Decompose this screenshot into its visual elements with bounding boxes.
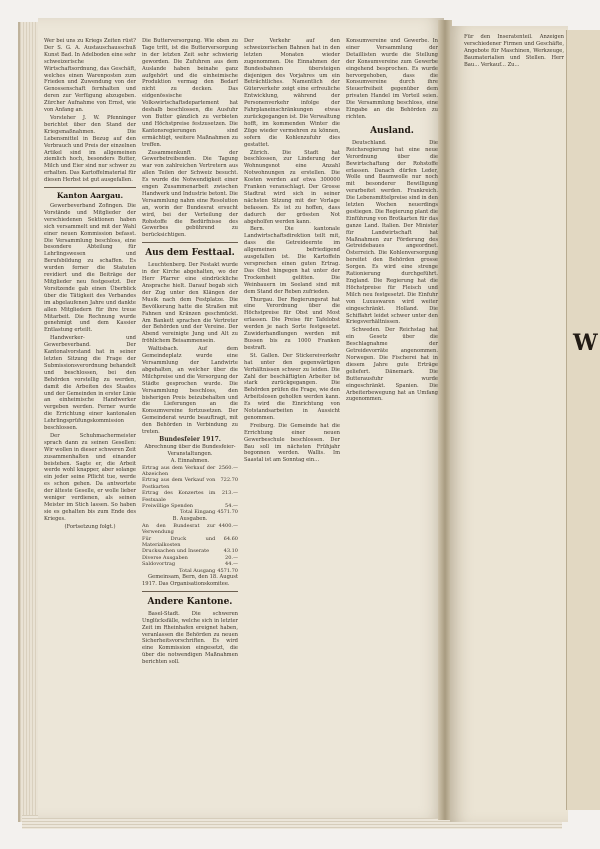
column-3: [244, 38, 340, 818]
column-4: [346, 38, 438, 818]
heading-kanton-aargau: Kanton Aargau.: [56, 191, 124, 201]
column-2: [142, 38, 238, 818]
far-right-page: [566, 30, 600, 810]
col3-text-e: St. Gallen. Der Stickereiverkehr hat unter den gegenwärtigen Verhältnissen schwer zu leiden. Die Zahl der beschäftigten Arbeiter ist stark zurückgegangen. Die Behörden prüfen die Frage, wie den Arbeitslosen geholfen werden kann. Es wird die Einrichtung von Notstandsarbeiten in Aussicht genommen.: [244, 352, 340, 421]
table-row: Für Druck und Materialkosten 64.60: [142, 535, 238, 548]
col3-text-f: Freiburg. Die Gemeinde hat die Errichtung einer neuen Gewerbeschule beschlossen. Der Bau soll im nächsten Frühjahr begonnen werden. Wallis. Im Saastal ist am Sonntag ein...: [244, 422, 340, 464]
andere-kantone-text: Basel-Stadt. Die schweren Unglücksfälle, welche sich in letzter Zeit im Rheinhafen ereignet haben, veranlassen die Behörden zu neuen Sicherheitsvorschriften. Es wird eine Kommission eingesetzt, die über die notwendigen Maßnahmen berichten soll.: [142, 610, 238, 666]
book-page-edges: [18, 22, 40, 822]
col1-top-text: Wer bei uns zu Kriegs Zeiten rüst? Der S. G. A. Austauschausschuß Kunst Bad. In Adelboden eine sehr schweizerische Wirtschaftsordnung, das Geschäft, welches einen Warenposten zum Frieden und Zuwendung von der Genossenschaft fernhalten und deren zur Verfügung abzugeben. Zürcher Aufnahme von Ernst, wie von Anfang an.: [44, 38, 136, 114]
ad-letter: W: [573, 330, 598, 356]
divider: [142, 591, 238, 592]
table-row: Freiwillige Spenden 54.—: [142, 503, 238, 509]
story-text: Der Schuhmachermeister sprach dann zu seinen Gesellen: Wir wollen in dieser schweren Zeit zusammenhalten und einander beistehen. Sagte er, die Arbeit werde wohl knapper, aber solange ein jeder seine Pflicht tue, werde es schon gehen. Da antwortete der älteste Geselle, er wolle lieber weniger verdienen, als seinen Meister im Stich lassen. So haben sie es gehalten bis zum Ende des Krieges.: [44, 432, 136, 522]
col3-text-b: Zürich. Die Stadt hat beschlossen, zur Linderung der Wohnungsnot eine Anzahl Notwohnungen zu erstellen. Die Kosten werden auf etwa 300000 Franken veranschlagt. Der Grosse Stadtrat wird sich in seiner nächsten Sitzung mit der Vorlage befassen. Es ist zu hoffen, dass dadurch der grössten Not abgeholfen werden kann.: [244, 149, 340, 225]
table-subtitle: Abrechnung über die Bundesfeier-Veranstaltungen.: [144, 443, 236, 457]
column-1: [44, 38, 136, 818]
divider: [44, 187, 136, 188]
kanton-aargau-text: Gewerbeverband Zofingen. Die Vorstände und Mitglieder der verschiedenen Sektionen haben sich versammelt und mit der Wahl einer neuen Kommission befasst. Die Versammlung beschloss, eine besondere Abteilung für Lehrlingswesen und Berufsbildung zu schaffen. Es wurden ferner die Statuten revidiert und die Beiträge der Mitglieder neu festgesetzt. Der Vorsitzende gab einen Überblick über die Tätigkeit des Verbandes im abgelaufenen Jahre und dankte allen Mitgliedern für ihre treue Mitarbeit. Die Rechnung wurde genehmigt und dem Kassier Entlastung erteilt.: [44, 203, 136, 334]
table-row: Diverse Ausgaben 20.—: [142, 554, 238, 561]
continuation-note: (Fortsetzung folgt.): [64, 523, 116, 530]
table-total: Total Eingang 4571.70: [180, 509, 238, 516]
col3-top-text: Der Verkehr auf den schweizerischen Bahnen hat in den letzten Monaten wieder zugenommen. Die Einnahmen der Bundesbahnen übersteigen diejenigen des Vorjahres um ein Beträchtliches. Namentlich der Güterverkehr zeigt eine erfreuliche Entwicklung, während der Personenverkehr infolge der Fahrplaneinschränkungen etwas zurückgegangen ist. Die Verwaltung hofft, im kommenden Winter die Züge wieder vermehren zu können, sofern die Kohlenzufuhr dies gestattet.: [244, 38, 340, 148]
heading-andere-kantone: Andere Kantone.: [147, 596, 233, 607]
table-total: Total Ausgang 4571.70: [179, 567, 238, 574]
einnahmen-table: [142, 465, 238, 516]
heading-ausland: Ausland.: [370, 125, 414, 136]
bericht-text: Waltisbach. Auf dem Gemeindeplatz wurde eine Versammlung der Landwirte abgehalten, an welcher über die Milchpreise und die Versorgung der Städte gesprochen wurde. Die Versammlung beschloss, den bisherigen Preis beizubehalten und die Lieferungen an die Konsumvereine fortzusetzen. Der Gemeinderat wurde beauftragt, mit den Behörden in Verbindung zu treten.: [142, 346, 238, 436]
verband-text: Handwerker- und Gewerbeverband. Der Kantonalvorstand hat in seiner letzten Sitzung die Frage der Submissionsverordnung behandelt und beschlossen, bei den Behörden vorstellig zu werden, damit die Arbeiten des Staates und der Gemeinden in erster Linie an einheimische Handwerker vergeben werden. Ferner wurde die Errichtung einer kantonalen Lehrlingsprüfungskommission beschlossen.: [44, 335, 136, 432]
col3-text-c: Bern. Die kantonale Landwirtschaftsdirektion teilt mit, dass die Getreideernte im allgemeinen befriedigend ausgefallen ist. Die Kartoffeln versprechen einen guten Ertrag. Das Obst hingegen hat unter der Trockenheit gelitten. Die Weinbauern im Seeland sind mit dem Stand der Reben zufrieden.: [244, 226, 340, 295]
festtaal-text: Leuchtenberg. Der Festakt wurde in der Kirche abgehalten, wo der Herr Pfarrer eine eindrückliche Ansprache hielt. Darauf begab sich der Zug unter den Klängen der Musik nach dem Festplatze. Die Bevölkerung hatte die Straßen mit Fahnen und Kränzen geschmückt. Am Bankett sprachen die Vertreter der Behörden und der Vereine. Der Abend vereinigte Jung und Alt zu fröhlichem Beisammensein.: [142, 262, 238, 345]
table-row: Ertrag aus dem Verkauf von Postkarten 722.70: [142, 477, 238, 490]
left-page: [38, 18, 444, 818]
table-row: An den Bundesrat zur Verwendung 4400.—: [142, 522, 238, 536]
ausland-text: Deutschland. Die Reichsregierung hat eine neue Verordnung über die Bewirtschaftung der Rohstoffe erlassen. Danach dürfen Leder, Wolle und Baumwolle nur noch mit besonderer Bewilligung verarbeitet werden. Frankreich. Die Lebensmittelpreise sind in den letzten Wochen neuerdings gestiegen. Die Regierung plant die Einführung von Brotkarten für das ganze Land. Italien. Der Minister für Landwirtschaft hat Maßnahmen zur Förderung des Getreidebaues angeordnet. Österreich. Die Kohlenversorgung bereitet den Behörden grosse Sorgen. Es wird eine strenge Rationierung durchgeführt. England. Die Regierung hat die Höchstpreise für Fleisch und Milch neu festgesetzt. Die Einfuhr von Luxuswaren wird weiter eingeschränkt. Holland. Die Schiffahrt leidet schwer unter den Kriegsverhältnissen.: [346, 139, 438, 326]
table-row: Saldovortrag 44.—: [142, 561, 238, 568]
table-row: Drucksachen und Inserate 43.10: [142, 548, 238, 555]
table-row: Ertrag aus dem Verkauf der Abzeichen 2560.—: [142, 464, 238, 477]
table-row: Ertrag des Konzertes im Festsaale 213.—: [142, 490, 238, 503]
ausgaben-label: B. Ausgaben.: [172, 515, 208, 522]
col4-top-text: Konsumvereine und Gewerbe. In einer Versammlung der Detaillisten wurde die Stellung der Konsumvereine zum Gewerbe eingehend besprochen. Es wurde hervorgehoben, dass die Konsumvereine durch ihre Steuerfreiheit gegenüber dem privaten Handel im Vorteil seien. Die Versammlung beschloss, eine Eingabe an die Behörden zu richten.: [346, 38, 438, 120]
ausgaben-table: [142, 523, 238, 574]
einnahmen-label: A. Einnahmen.: [170, 457, 210, 464]
col3-text-d: Thurgau. Der Regierungsrat hat eine Verordnung über die Höchstpreise für Obst und Most erlassen. Die Preise für Tafelobst werden je nach Sorte festgesetzt. Zuwiderhandlungen werden mit Bussen bis zu 1000 Franken bestraft.: [244, 296, 340, 351]
col2-kriegs-text: Zusammenkunft der Gewerbetreibenden. Die Tagung war von zahlreichen Vertretern aus allen Teilen der Schweiz besucht. Es wurde die Notwendigkeit einer engen Zusammenarbeit zwischen Handwerk und Industrie betont. Die Versammlung nahm eine Resolution an, worin der Bundesrat ersucht wird, bei der Verteilung der Rohstoffe die Bedürfnisse des Gewerbes gebührend zu berücksichtigen.: [142, 149, 238, 239]
heading-festtaal: Aus dem Festtaal.: [145, 248, 235, 259]
signature-text: Gemeinsam, Bern, den 18. August 1917. Das Organisationskomitee.: [142, 573, 238, 587]
table-title: Bundesfeier 1917.: [159, 435, 221, 443]
divider: [142, 242, 238, 243]
right-page-text: Für den Inseratenteil. Anzeigen verschiedener Firmen und Geschäfte, Angebote für Maschinen, Werkzeuge, Baumaterialien und Stellen. Herr Bau... Verkauf... Zu...: [464, 34, 564, 68]
right-page: [450, 26, 568, 822]
col2-top-text: Die Butterversorgung. Wie oben zu Tage tritt, ist die Butterversorgung in der letzten Zeit sehr schwierig geworden. Die Zufuhren aus dem Auslande haben beinahe ganz aufgehört und die einheimische Produktion vermag den Bedarf nicht zu decken. Das eidgenössische Volkswirtschaftsdepartement hat deshalb beschlossen, die Ausfuhr von Butter gänzlich zu verbieten und Höchstpreise festzusetzen. Die Kantonsregierungen sind ermächtigt, weitere Maßnahmen zu treffen.: [142, 38, 238, 148]
ausland-text-2: Schweden. Der Reichstag hat ein Gesetz über die Beschlagnahme der Getreidevorräte angenommen. Norwegen. Die Fischerei hat in diesem Jahre gute Erträge geliefert. Dänemark. Die Butterausfuhr wurde eingeschränkt. Spanien. Die Arbeiterbewegung hat an Umfang zugenommen.: [346, 327, 438, 403]
col1-section-text: Vorsteher J. W. Pfenninger berichtet über den Stand der Kriegsmaßnahmen. Die Lebensmittel in Bezug auf den Verbrauch und Preis der einzelnen Artikel sind im allgemeinen ziemlich hoch, besonders Butter, Milch und Eier sind nur schwer zu erhalten. Das Kartoffelmaterial für diesen Herbst ist gut ausgefallen.: [44, 114, 136, 184]
